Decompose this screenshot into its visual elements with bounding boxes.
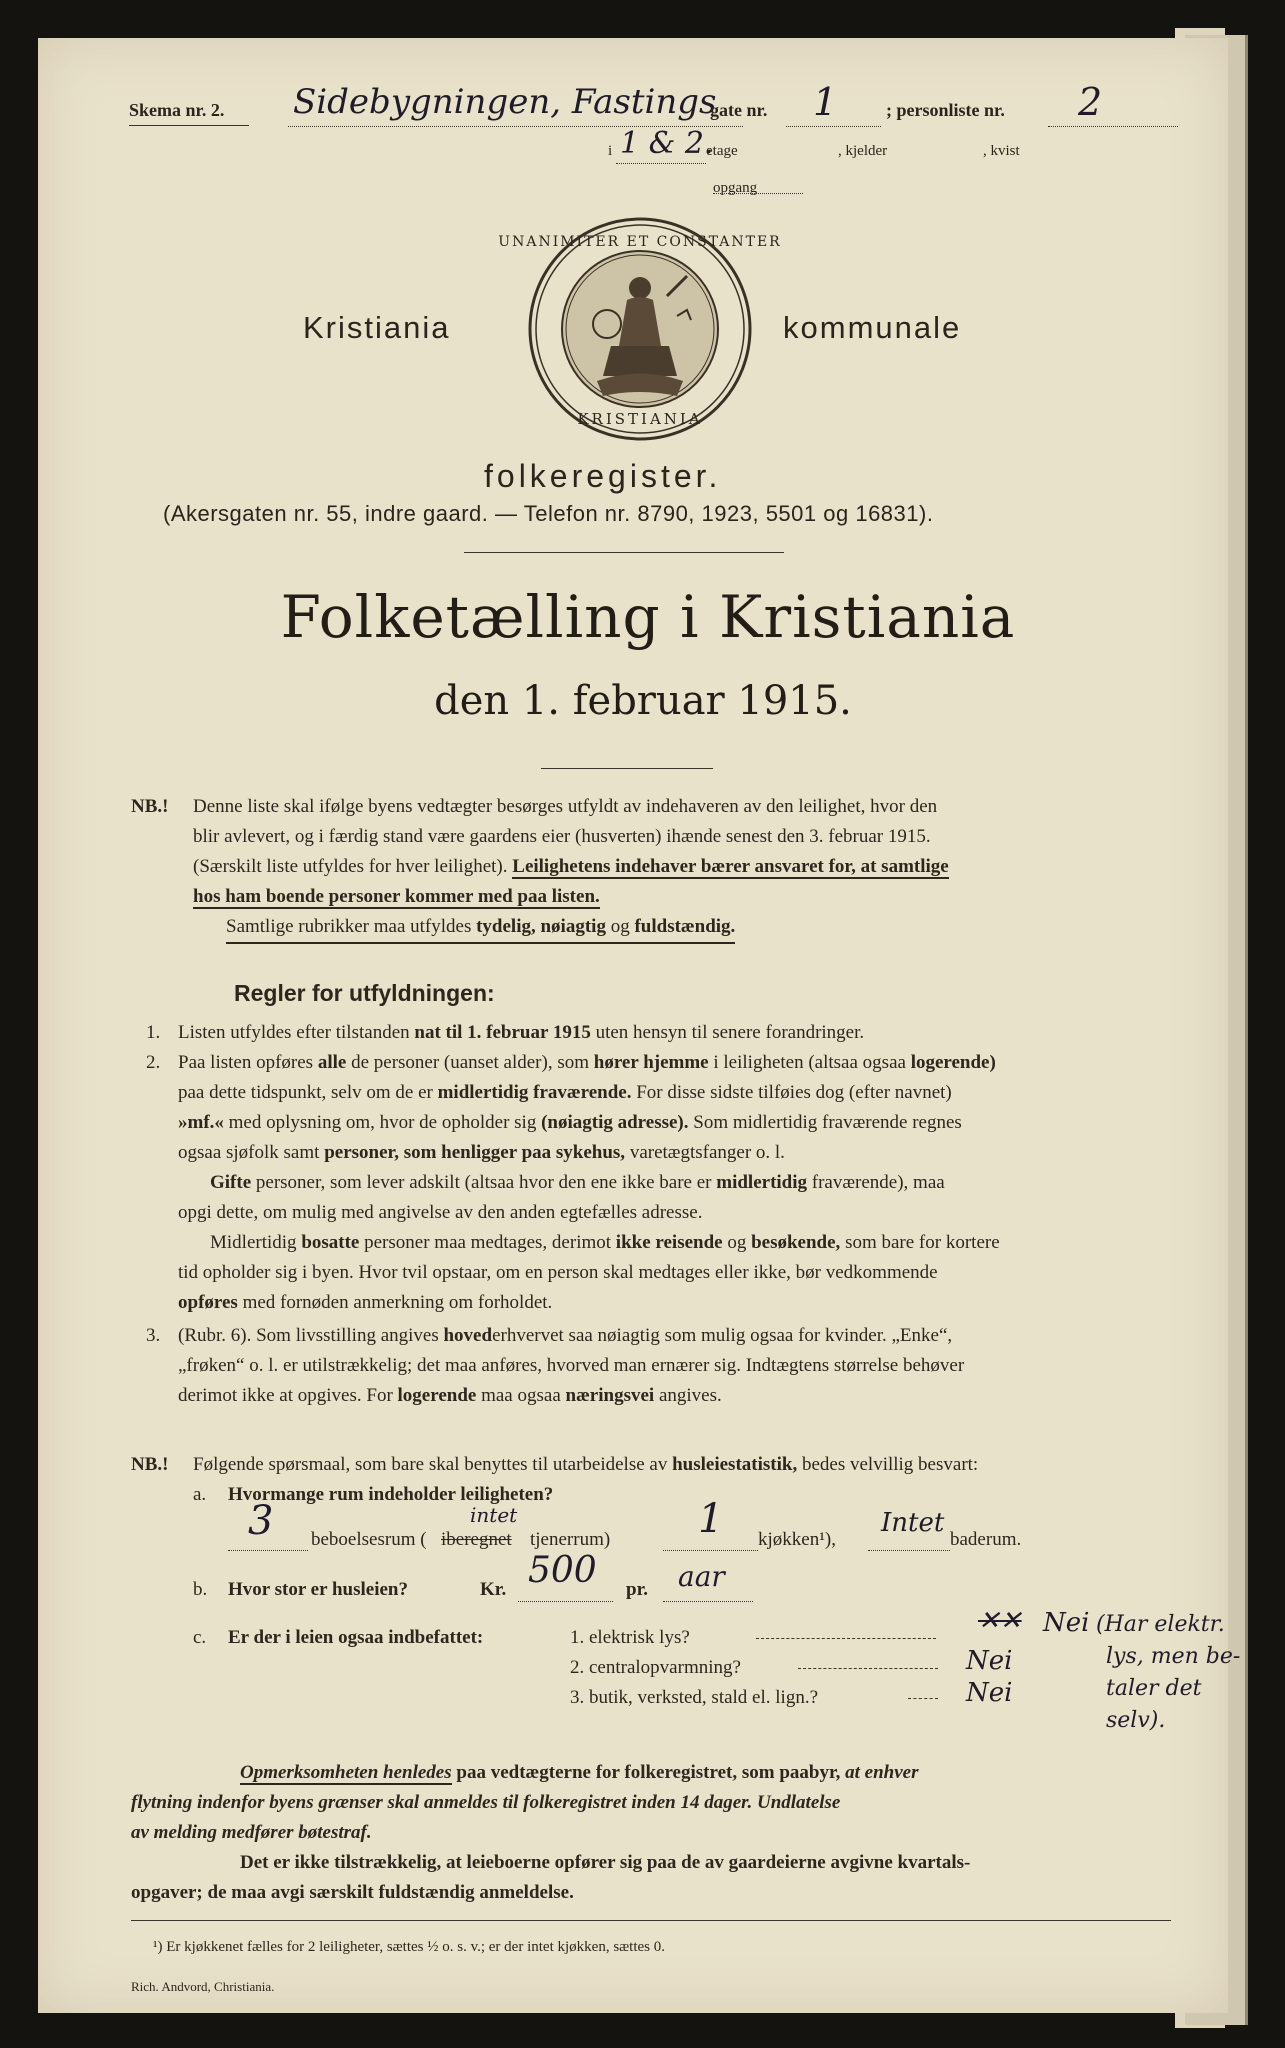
personliste-label: ; personliste nr.: [886, 100, 1005, 120]
nb1-line-2: blir avlevert, og i færdig stand være gaardens eier (husverten) ihænde senest den 3. februar 1915.: [193, 826, 931, 847]
rule-1-b: nat til 1. februar 1915: [414, 1022, 591, 1043]
rent-handwritten: 500: [528, 1550, 597, 1591]
nb1-label: NB.!: [131, 796, 169, 817]
rule-3-line-2: „frøken“ o. l. er utilstrækkelig; det maa anføres, hvorved man ernærer sig. Indtægtens størrelse behøver: [178, 1355, 965, 1376]
personliste-handwritten: 2: [1078, 80, 1103, 124]
rule-3-line-3b: logerende: [397, 1385, 477, 1406]
rule-2-line-5d: fraværende), maa: [811, 1172, 945, 1193]
page-title: Folketælling i Kristiania: [280, 583, 1016, 651]
rule-3-line-1a: (Rubr. 6). Som livsstilling angives: [178, 1325, 439, 1346]
rule-2-line-4c: varetægtsfanger o. l.: [629, 1142, 785, 1163]
notice-line-4: Det er ikke tilstrækkelig, at leieboerne opfører sig paa de av gaardeierne avgivne kvartals-: [240, 1852, 971, 1873]
rooms-line: [228, 1550, 308, 1551]
gate-nr-handwritten: 1: [813, 80, 838, 124]
bath-label: baderum.: [950, 1529, 1022, 1550]
question-c-item-2: 2. centralopvarmning?: [570, 1657, 741, 1678]
rule-2-line-2c: For disse sidste tilføies dog (efter navnet): [636, 1082, 952, 1103]
kitchen-line: [663, 1550, 758, 1551]
rule-2-line-7e: og: [727, 1232, 747, 1253]
rule-2-line-1a: Paa listen opføres: [178, 1052, 314, 1073]
svg-text:KRISTIANIA: KRISTIANIA: [577, 410, 703, 428]
rule-3-line-3e: angives.: [658, 1385, 722, 1406]
c-note-line-1: (Har elektr.: [1096, 1612, 1225, 1637]
rule-2-line-6: opgi dette, om mulig med angivelse av den anden egtefælles adresse.: [178, 1202, 703, 1223]
rooms-handwritten: 3: [248, 1498, 274, 1544]
rule-3-line-1b: hoved: [443, 1325, 493, 1346]
office-name: folkeregister.: [484, 458, 722, 494]
servant-room-struck-word: iberegnet: [441, 1529, 512, 1550]
rule-2-line-2b: midlertidig fraværende.: [437, 1082, 632, 1103]
notice-line-1c: at enhver: [845, 1762, 919, 1783]
servant-room-label: tjenerrum): [530, 1529, 611, 1550]
footnote-rule: [131, 1920, 1171, 1921]
question-b-letter: b.: [193, 1579, 208, 1600]
nb1-line-5b: tydelig, nøiagtig: [476, 916, 606, 937]
nb1-line-5c: og: [610, 916, 630, 937]
kvist-label: , kvist: [983, 143, 1020, 159]
etage-label: etage: [706, 143, 738, 159]
rule-2-line-7a: Midlertidig: [210, 1232, 297, 1253]
etage-line: [616, 163, 706, 164]
nb1-line-3a: (Særskilt liste utfyldes for hver leilighet).: [193, 856, 508, 877]
address-rule: [464, 552, 784, 553]
rule-2-line-1f: logerende): [910, 1052, 996, 1073]
rent-per-label: pr.: [626, 1579, 649, 1600]
rule-3-line-3c: maa ogsaa: [481, 1385, 561, 1406]
rule-1-a: Listen utfyldes efter tilstanden: [178, 1022, 410, 1043]
rule-2-line-3c: (nøiagtig adresse).: [541, 1112, 689, 1133]
skema-underline: [129, 125, 249, 126]
skema-label: Skema nr. 2.: [129, 100, 225, 120]
rule-1-c: uten hensyn til senere forandringer.: [595, 1022, 865, 1043]
notice-line-3: av melding medfører bøtestraf.: [131, 1822, 372, 1843]
c3-dash-line: [908, 1698, 938, 1699]
rule-2-line-9a: opføres: [178, 1292, 238, 1313]
nb1-line-5d: fuldstændig.: [634, 916, 736, 937]
c1-struck-scribble: ✕✕: [978, 1606, 1022, 1636]
gate-nr-line: [786, 126, 881, 127]
footnote: ¹) Er kjøkkenet fælles for 2 leiligheter, sættes ½ o. s. v.; er der intet kjøkken, sættes 0.: [153, 1939, 665, 1955]
question-c-item-3: 3. butik, verksted, stald el. lign.?: [570, 1687, 819, 1708]
rule-3-number: 3.: [146, 1325, 161, 1346]
question-b: Hvor stor er husleien?: [228, 1579, 408, 1600]
rule-2-line-4b: personer, som henligger paa sykehus,: [324, 1142, 626, 1163]
nb1-line-5a: Samtlige rubrikker maa utfyldes: [226, 916, 472, 937]
title-rule: [541, 768, 713, 769]
question-a: Hvormange rum indeholder leiligheten?: [228, 1484, 554, 1505]
rule-2-line-4a: ogsaa sjøfolk samt: [178, 1142, 320, 1163]
bath-line: [868, 1550, 950, 1551]
rule-2-line-1e: i leiligheten (altsaa ogsaa: [713, 1052, 906, 1073]
rent-line: [518, 1601, 613, 1602]
personliste-line: [1048, 126, 1178, 127]
nb1-line-3b: Leilighetens indehaver bærer ansvaret for, at samtlige: [512, 856, 949, 877]
question-c-item-1: 1. elektrisk lys?: [570, 1627, 690, 1648]
rule-2-line-1b: alle: [317, 1052, 347, 1073]
street-name-handwritten: Sidebygningen, Fastings: [293, 82, 717, 122]
rule-2-number: 2.: [146, 1052, 161, 1073]
rule-2-line-2a: paa dette tidspunkt, selv om de er: [178, 1082, 433, 1103]
kristiania-city-seal: [498, 216, 782, 442]
i-label: i: [608, 143, 613, 159]
rule-3-line-3d: næringsvei: [565, 1385, 655, 1406]
rent-currency: Kr.: [480, 1579, 507, 1600]
rent-period-handwritten: aar: [678, 1560, 725, 1593]
svg-text:UNANIMITER ET CONSTANTER: UNANIMITER ET CONSTANTER: [498, 234, 782, 250]
rules-heading: Regler for utfyldningen:: [234, 980, 495, 1006]
census-form-page: [38, 38, 1241, 2013]
nb2-line-1c: bedes velvillig besvart:: [801, 1454, 979, 1475]
c1-dash-line: [756, 1638, 936, 1639]
c-note-line-2: lys, men be-: [1106, 1644, 1241, 1669]
c2-answer-handwritten: Nei: [966, 1646, 1013, 1676]
page-subtitle: den 1. februar 1915.: [434, 678, 852, 724]
gate-label: gate nr.: [710, 100, 768, 120]
office-left-word: Kristiania: [303, 310, 451, 345]
c3-answer-handwritten: Nei: [966, 1678, 1013, 1708]
c2-dash-line: [798, 1668, 938, 1669]
rule-2-line-1c: de personer (uanset alder), som: [351, 1052, 590, 1073]
nb2-label: NB.!: [131, 1454, 169, 1475]
rule-2-line-8: tid opholder sig i byen. Hvor tvil opstaar, om en person skal medtages eller ikke, bør vedkommende: [178, 1262, 938, 1283]
office-address: (Akersgaten nr. 55, indre gaard. — Telefon nr. 8790, 1923, 5501 og 16831).: [163, 501, 934, 526]
nb1-line-4: hos ham boende personer kommer med paa listen.: [193, 886, 600, 907]
opgang-label: opgang: [713, 180, 758, 196]
rule-2-line-7c: personer maa medtages, derimot: [364, 1232, 612, 1253]
rule-3-line-3a: derimot ikke at opgives. For: [178, 1385, 393, 1406]
rule-1-number: 1.: [146, 1022, 161, 1043]
rule-2-line-9b: med fornøden anmerkning om forholdet.: [242, 1292, 553, 1313]
c1-answer-handwritten: Nei: [1043, 1608, 1090, 1638]
etage-handwritten: 1 & 2.: [620, 126, 714, 161]
rule-2-line-7f: besøkende,: [751, 1232, 841, 1253]
c-note-line-3: taler det: [1106, 1676, 1202, 1701]
rule-3-line-1c: erhvervet saa nøiagtig som mulig ogsaa for kvinder. „Enke“,: [492, 1325, 953, 1346]
kjelder-label: , kjelder: [838, 143, 888, 159]
kitchen-handwritten: 1: [698, 1496, 724, 1542]
nb2-line-1a: Følgende spørsmaal, som bare skal benyttes til utarbeidelse av: [193, 1454, 668, 1475]
notice-line-2: flytning indenfor byens grænser skal anmeldes til folkeregistret inden 14 dager. Undlatelse: [131, 1792, 841, 1813]
office-right-word: kommunale: [783, 310, 962, 345]
rent-period-line: [663, 1601, 753, 1602]
rule-2-line-3b: med oplysning om, hvor de opholder sig: [228, 1112, 537, 1133]
c-note-line-4: selv).: [1106, 1708, 1166, 1733]
question-c-letter: c.: [193, 1627, 207, 1648]
notice-line-1b: paa vedtægterne for folkeregistret, som paabyr,: [456, 1762, 841, 1783]
rule-2-line-3a: »mf.«: [178, 1112, 224, 1133]
rule-2-line-3d: Som midlertidig fraværende regnes: [693, 1112, 962, 1133]
rule-2-line-5c: midlertidig: [716, 1172, 808, 1193]
nb1-line-1: Denne liste skal ifølge byens vedtægter besørges utfyldt av indehaveren av den leilighet, hvor den: [193, 796, 938, 817]
question-c: Er der i leien ogsaa indbefattet:: [228, 1627, 484, 1648]
rule-2-line-5b: personer, som lever adskilt (altsaa hvor den ene ikke bare er: [255, 1172, 712, 1193]
rule-2-line-7g: som bare for kortere: [845, 1232, 1000, 1253]
notice-line-5: opgaver; de maa avgi særskilt fuldstændig anmeldelse.: [131, 1882, 574, 1903]
rule-2-line-1d: hører hjemme: [593, 1052, 709, 1073]
servant-room-handwritten: intet: [470, 1503, 518, 1527]
kitchen-label: kjøkken¹),: [758, 1529, 836, 1550]
rule-2-line-7b: bosatte: [301, 1232, 360, 1253]
nb2-line-1b: husleiestatistik,: [672, 1454, 798, 1475]
rule-2-line-5a: Gifte: [210, 1172, 252, 1193]
printer-imprint: Rich. Andvord, Christiania.: [131, 1979, 275, 1994]
rooms-label: beboelsesrum (: [311, 1529, 427, 1550]
bath-handwritten: Intet: [881, 1508, 945, 1538]
question-a-letter: a.: [193, 1484, 207, 1505]
rule-2-line-7d: ikke reisende: [615, 1232, 723, 1253]
notice-line-1a: Opmerksomheten henledes: [240, 1762, 452, 1783]
